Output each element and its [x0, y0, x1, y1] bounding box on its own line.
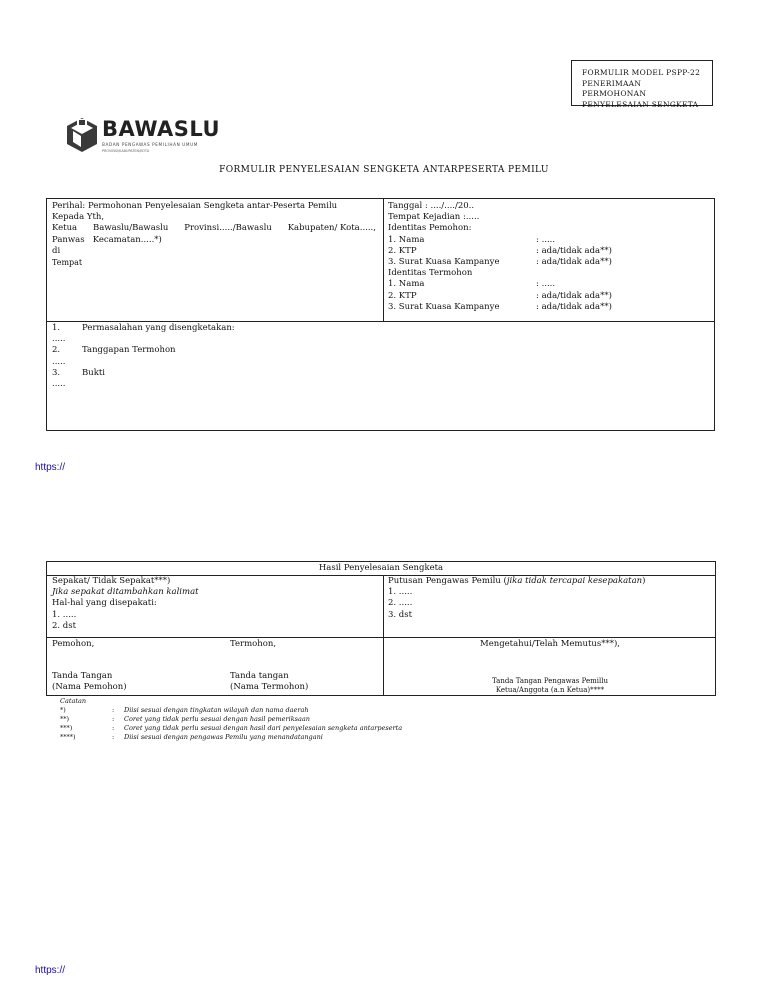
termohon-heading: Identitas Termohon [388, 268, 473, 279]
row-label: 1. Nama [388, 279, 425, 290]
logo-wordmark: BAWASLU [102, 117, 221, 141]
pemohon-row [388, 257, 708, 268]
note-key: ****) [60, 733, 76, 741]
agreed-items-label: Hal-hal yang disepakati: [52, 598, 157, 609]
pemohon-signature-label: Tanda Tangan [52, 671, 113, 681]
note-key: **) [60, 715, 70, 723]
decision-item: 3. dst [388, 609, 413, 620]
agreement-status: Sepakat/ Tidak Sepakat***) [52, 576, 171, 586]
letter-cell [52, 201, 376, 268]
row-value: : ada/tidak ada**) [536, 257, 612, 268]
parties-signature-cell [52, 639, 382, 697]
note-row: **) : Coret yang tidak perlu sesuai dengan hasil pemeriksaan [60, 715, 310, 723]
agreed-item: 2. dst [52, 620, 77, 631]
row-label: 3. Surat Kuasa Kampanye [388, 301, 500, 312]
issue-item [52, 368, 235, 379]
supervisor-signature-label: Tanda Tangan Pengawas Pemillu [492, 677, 608, 685]
application-table [46, 198, 715, 431]
issue-number: 2. [52, 345, 61, 356]
di-text: di [52, 245, 61, 256]
termohon-name-label: (Nama Termohon) [230, 682, 309, 692]
termohon-row [388, 279, 708, 290]
note-key: ***) [60, 724, 73, 732]
issue-dots: ..... [52, 334, 66, 345]
row-label: 2. KTP [388, 245, 417, 256]
panwas-word: Panwas [52, 234, 85, 245]
ketua-word: Bawaslu/Bawaslu [93, 223, 169, 234]
agreed-item: 1. ..... [52, 609, 77, 620]
issue-number: 3. [52, 367, 61, 378]
source-link[interactable]: https:// [35, 462, 66, 473]
source-link-bottom[interactable]: https:// [35, 965, 66, 976]
row-label: 2. KTP [388, 290, 417, 301]
issues-cell [52, 323, 235, 390]
supervisor-role-label: Ketua/Anggota (a.n Ketua)**** [495, 686, 605, 694]
notes-section [60, 697, 402, 742]
termohon-signature-label: Tanda tangan [230, 671, 289, 681]
issue-label: Tanggapan Termohon [82, 345, 176, 356]
form-code-line: PENERIMAAN PERMOHONAN [582, 78, 647, 98]
supervisor-signature-cell [384, 639, 716, 697]
logo-subtitle-2: PROVINSI/KABUPATEN/KOTA [102, 149, 150, 153]
row-label: 3. Surat Kuasa Kampanye [388, 257, 500, 268]
issue-item [52, 323, 235, 334]
row-value: : ada/tidak ada**) [536, 301, 612, 312]
issue-item [52, 345, 235, 356]
form-code-line: FORMULIR MODEL PSPP-22 [582, 68, 701, 77]
notes-heading: Catatan [60, 697, 87, 705]
tempat-kejadian-text: Tempat Kejadian :..... [388, 212, 480, 223]
note-text: Diisi sesuai dengan tingkatan wilayah dan nama daerah [124, 706, 309, 714]
termohon-row [388, 291, 708, 302]
column-divider [383, 199, 384, 321]
tempat-text: Tempat [52, 258, 83, 268]
row-value: : ..... [536, 234, 556, 245]
issue-label: Permasalahan yang disengketakan: [82, 323, 235, 333]
termohon-label: Termohon, [230, 639, 277, 649]
agreement-note: Jika sepakat ditambahkan kalimat [52, 587, 199, 598]
result-heading: Hasil Penyelesaian Sengketa [318, 563, 444, 573]
tanggal-text: Tanggal : ..../..../20.. [388, 201, 475, 211]
form-code-line: PENYELESAIAN SENGKETA [582, 99, 699, 109]
note-row: *) : Diisi sesuai dengan tingkatan wilayah dan nama daerah [60, 706, 309, 714]
form-code-box [571, 60, 713, 109]
row-value: : ada/tidak ada**) [536, 245, 612, 256]
row-divider [47, 321, 714, 322]
ketua-word: Kabupaten/ Kota....., [287, 223, 376, 234]
panwas-word: Kecamatan.....*) [92, 234, 162, 245]
note-row: ****) : Diisi sesuai dengan pengawas Pemilu yang menandatangani [60, 733, 323, 741]
details-cell [388, 201, 708, 313]
issue-number: 1. [52, 323, 61, 333]
pemohon-row [388, 246, 708, 257]
note-key: *) [60, 706, 66, 714]
agreement-cell [52, 576, 199, 632]
decision-item: 2. ..... [388, 598, 413, 609]
pemohon-label: Pemohon, [52, 639, 95, 649]
pemohon-heading: Identitas Pemohon: [388, 223, 472, 234]
note-row: ***) : Coret yang tidak perlu sesuai dengan hasil dari penyelesaian sengketa antarpeserta [60, 724, 403, 732]
ketua-word: Ketua [52, 223, 78, 234]
result-table [46, 561, 716, 696]
issue-dots: ..... [52, 379, 66, 390]
decision-item: 1. ..... [388, 587, 413, 598]
row-label: 1. Nama [388, 234, 425, 245]
perihal-text: Perihal: Permohonan Penyelesaian Sengketa antar-Peserta Pemilu [52, 201, 338, 211]
mengetahui-label: Mengetahui/Telah Memutus***), [480, 639, 620, 649]
row-value: : ..... [536, 279, 556, 290]
decision-title: Putusan Pengawas Pemilu (jika tidak tercapai kesepakatan) [388, 576, 646, 586]
ketua-word: Provinsi...../Bawaslu [184, 223, 272, 234]
row-value: : ada/tidak ada**) [536, 290, 612, 301]
bawaslu-logo-icon [64, 116, 100, 154]
ketua-line [52, 223, 376, 234]
issue-dots: ..... [52, 356, 66, 367]
issue-label: Bukti [82, 367, 106, 378]
pemohon-name-label: (Nama Pemohon) [52, 682, 127, 692]
note-text: Diisi sesuai dengan pengawas Pemilu yang menandatangani [124, 733, 323, 741]
page-title: FORMULIR PENYELESAIAN SENGKETA ANTARPESERTA PEMILU [219, 165, 549, 175]
row-divider [47, 637, 715, 638]
panwas-line [52, 235, 376, 246]
decision-cell [388, 576, 645, 621]
kepada-text: Kepada Yth, [52, 212, 105, 223]
pemohon-row [388, 235, 708, 246]
logo-subtitle: BADAN PENGAWAS PEMILIHAN UMUM [102, 142, 198, 147]
note-text: Coret yang tidak perlu sesuai dengan hasil pemeriksaan [124, 715, 310, 723]
note-text: Coret yang tidak perlu sesuai dengan hasil dari penyelesaian sengketa antarpeserta [124, 724, 403, 732]
termohon-row [388, 302, 708, 313]
